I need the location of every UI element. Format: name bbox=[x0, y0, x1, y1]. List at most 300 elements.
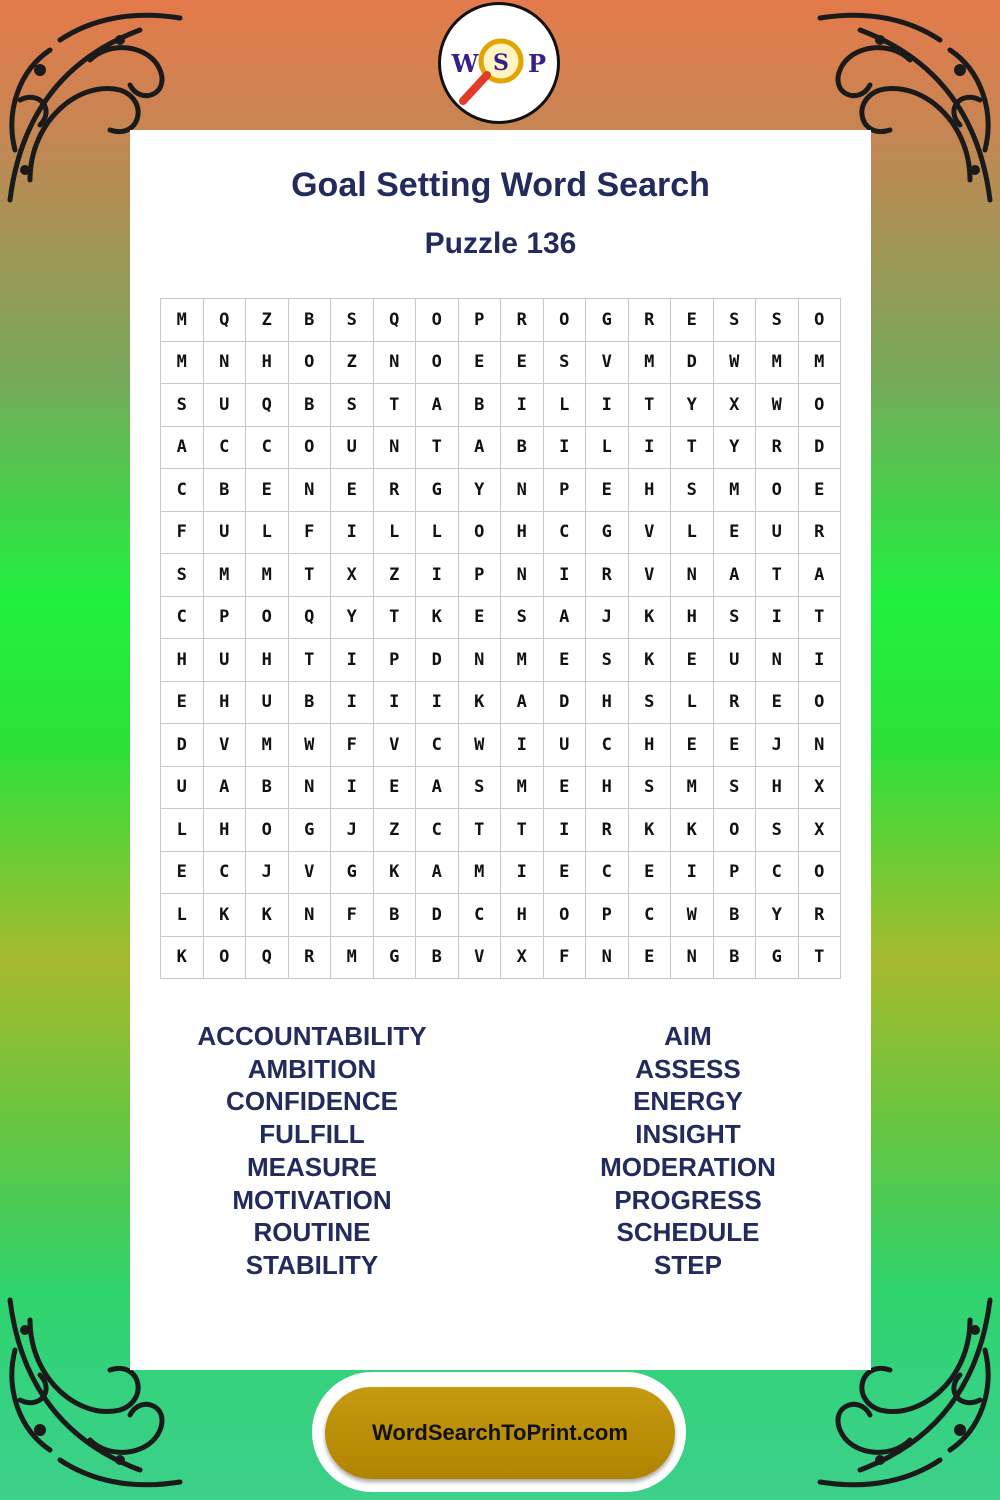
grid-cell[interactable]: R bbox=[628, 299, 671, 342]
grid-cell[interactable]: Y bbox=[756, 894, 799, 937]
grid-cell[interactable]: S bbox=[586, 639, 629, 682]
grid-cell[interactable]: X bbox=[331, 554, 374, 597]
grid-cell[interactable]: T bbox=[458, 809, 501, 852]
grid-cell[interactable]: E bbox=[458, 596, 501, 639]
word-list-item: SCHEDULE bbox=[616, 1217, 760, 1248]
grid-cell[interactable]: W bbox=[288, 724, 331, 767]
grid-cell[interactable]: V bbox=[288, 851, 331, 894]
grid-cell[interactable]: L bbox=[671, 511, 714, 554]
grid-cell[interactable]: C bbox=[246, 426, 289, 469]
grid-cell[interactable]: S bbox=[161, 384, 204, 427]
grid-cell[interactable]: X bbox=[501, 936, 544, 979]
grid-cell[interactable]: T bbox=[288, 639, 331, 682]
word-list-item: MEASURE bbox=[246, 1151, 377, 1182]
grid-row bbox=[161, 299, 841, 342]
grid-cell[interactable]: P bbox=[586, 894, 629, 937]
grid-cell[interactable]: I bbox=[501, 851, 544, 894]
grid-cell[interactable]: N bbox=[288, 469, 331, 512]
grid-cell[interactable]: A bbox=[501, 681, 544, 724]
grid-cell[interactable]: S bbox=[543, 341, 586, 384]
word-search-grid bbox=[160, 298, 841, 979]
grid-cell[interactable]: K bbox=[628, 596, 671, 639]
grid-cell[interactable]: N bbox=[203, 341, 246, 384]
grid-cell[interactable]: C bbox=[586, 724, 629, 767]
grid-cell[interactable]: E bbox=[501, 341, 544, 384]
grid-cell[interactable]: E bbox=[671, 724, 714, 767]
grid-cell[interactable]: P bbox=[713, 851, 756, 894]
grid-cell[interactable]: I bbox=[416, 681, 459, 724]
grid-cell[interactable]: H bbox=[586, 681, 629, 724]
grid-cell[interactable]: M bbox=[713, 469, 756, 512]
grid-cell[interactable]: E bbox=[161, 851, 204, 894]
grid-cell[interactable]: S bbox=[756, 299, 799, 342]
grid-cell[interactable]: Y bbox=[331, 596, 374, 639]
grid-cell[interactable]: U bbox=[756, 511, 799, 554]
grid-cell[interactable]: K bbox=[671, 809, 714, 852]
grid-cell[interactable]: R bbox=[373, 469, 416, 512]
grid-cell[interactable]: L bbox=[373, 511, 416, 554]
grid-cell[interactable]: H bbox=[246, 639, 289, 682]
grid-cell[interactable]: U bbox=[161, 766, 204, 809]
grid-cell[interactable]: C bbox=[628, 894, 671, 937]
grid-cell[interactable]: G bbox=[331, 851, 374, 894]
grid-cell[interactable]: M bbox=[246, 554, 289, 597]
grid-cell[interactable]: H bbox=[501, 511, 544, 554]
grid-cell[interactable]: E bbox=[671, 299, 714, 342]
grid-cell[interactable]: R bbox=[586, 554, 629, 597]
grid-cell[interactable]: M bbox=[501, 766, 544, 809]
grid-cell[interactable]: P bbox=[203, 596, 246, 639]
grid-cell[interactable]: K bbox=[203, 894, 246, 937]
grid-cell[interactable]: L bbox=[543, 384, 586, 427]
grid-cell[interactable]: D bbox=[416, 639, 459, 682]
grid-cell[interactable]: N bbox=[756, 639, 799, 682]
grid-cell[interactable]: N bbox=[373, 341, 416, 384]
grid-cell[interactable]: U bbox=[203, 384, 246, 427]
grid-cell[interactable]: L bbox=[586, 426, 629, 469]
puzzle-card bbox=[130, 130, 871, 1370]
grid-cell[interactable]: M bbox=[331, 936, 374, 979]
grid-cell[interactable]: X bbox=[798, 809, 841, 852]
grid-cell[interactable]: O bbox=[246, 809, 289, 852]
grid-cell[interactable]: C bbox=[416, 724, 459, 767]
grid-cell[interactable]: I bbox=[501, 724, 544, 767]
grid-cell[interactable]: L bbox=[161, 894, 204, 937]
word-list-item: PROGRESS bbox=[614, 1184, 762, 1215]
grid-cell[interactable]: K bbox=[373, 851, 416, 894]
grid-cell[interactable]: G bbox=[416, 469, 459, 512]
grid-cell[interactable]: T bbox=[798, 596, 841, 639]
grid-cell[interactable]: A bbox=[416, 851, 459, 894]
grid-cell[interactable]: K bbox=[628, 809, 671, 852]
grid-cell[interactable]: R bbox=[756, 426, 799, 469]
grid-cell[interactable]: H bbox=[203, 681, 246, 724]
grid-cell[interactable]: R bbox=[501, 299, 544, 342]
grid-cell[interactable]: T bbox=[756, 554, 799, 597]
grid-cell[interactable]: Y bbox=[713, 426, 756, 469]
grid-cell[interactable]: Q bbox=[246, 936, 289, 979]
grid-cell[interactable]: K bbox=[458, 681, 501, 724]
grid-cell[interactable]: N bbox=[501, 469, 544, 512]
grid-row bbox=[161, 724, 841, 767]
grid-cell[interactable]: M bbox=[458, 851, 501, 894]
grid-cell[interactable]: B bbox=[203, 469, 246, 512]
word-list-item: ACCOUNTABILITY bbox=[197, 1021, 427, 1051]
grid-cell[interactable]: V bbox=[628, 511, 671, 554]
grid-cell[interactable]: C bbox=[161, 596, 204, 639]
word-list-item: MODERATION bbox=[600, 1151, 776, 1182]
puzzle-number: Puzzle 136 bbox=[424, 227, 577, 260]
grid-cell[interactable]: W bbox=[756, 384, 799, 427]
grid-cell[interactable]: J bbox=[756, 724, 799, 767]
grid-cell[interactable]: T bbox=[288, 554, 331, 597]
grid-cell[interactable]: O bbox=[288, 426, 331, 469]
grid-cell[interactable]: S bbox=[628, 766, 671, 809]
grid-cell[interactable]: U bbox=[246, 681, 289, 724]
grid-cell[interactable]: N bbox=[288, 894, 331, 937]
grid-cell[interactable]: O bbox=[756, 469, 799, 512]
grid-cell[interactable]: S bbox=[756, 809, 799, 852]
grid-cell[interactable]: M bbox=[161, 341, 204, 384]
grid-row bbox=[161, 554, 841, 597]
grid-cell[interactable]: V bbox=[458, 936, 501, 979]
grid-cell[interactable]: F bbox=[543, 936, 586, 979]
grid-cell[interactable]: G bbox=[586, 511, 629, 554]
grid-row bbox=[161, 766, 841, 809]
grid-cell[interactable]: H bbox=[671, 596, 714, 639]
grid-cell[interactable]: P bbox=[458, 554, 501, 597]
grid-cell[interactable]: V bbox=[586, 341, 629, 384]
word-list-item: ASSESS bbox=[635, 1053, 741, 1084]
grid-cell[interactable]: D bbox=[671, 341, 714, 384]
grid-cell[interactable]: C bbox=[586, 851, 629, 894]
grid-cell[interactable]: E bbox=[628, 851, 671, 894]
grid-cell[interactable]: H bbox=[161, 639, 204, 682]
grid-cell[interactable]: E bbox=[331, 469, 374, 512]
grid-cell[interactable]: P bbox=[458, 299, 501, 342]
word-list-item: CONFIDENCE bbox=[226, 1086, 398, 1117]
grid-cell[interactable]: G bbox=[756, 936, 799, 979]
grid-cell[interactable]: N bbox=[586, 936, 629, 979]
grid-cell[interactable]: O bbox=[798, 384, 841, 427]
grid-cell[interactable]: N bbox=[501, 554, 544, 597]
word-list-item: MOTIVATION bbox=[232, 1184, 392, 1215]
grid-cell[interactable]: I bbox=[331, 639, 374, 682]
grid-cell[interactable]: I bbox=[798, 639, 841, 682]
grid-cell[interactable]: F bbox=[161, 511, 204, 554]
grid-cell[interactable]: T bbox=[416, 426, 459, 469]
grid-cell[interactable]: I bbox=[628, 426, 671, 469]
grid-cell[interactable]: J bbox=[246, 851, 289, 894]
grid-cell[interactable]: R bbox=[288, 936, 331, 979]
grid-cell[interactable]: T bbox=[373, 596, 416, 639]
grid-cell[interactable]: M bbox=[246, 724, 289, 767]
grid-cell[interactable]: N bbox=[458, 639, 501, 682]
grid-cell[interactable]: E bbox=[543, 766, 586, 809]
magnifier-handle-icon bbox=[463, 75, 487, 101]
grid-row bbox=[161, 894, 841, 937]
grid-cell[interactable]: G bbox=[373, 936, 416, 979]
logo-letter-w: W bbox=[451, 49, 479, 78]
grid-cell[interactable]: M bbox=[628, 341, 671, 384]
grid-cell[interactable]: E bbox=[543, 639, 586, 682]
grid-cell[interactable]: P bbox=[543, 469, 586, 512]
grid-cell[interactable]: I bbox=[543, 554, 586, 597]
grid-cell[interactable]: D bbox=[416, 894, 459, 937]
grid-cell[interactable]: D bbox=[798, 426, 841, 469]
grid-cell[interactable]: E bbox=[543, 851, 586, 894]
word-list-right bbox=[538, 1020, 838, 1282]
grid-cell[interactable]: J bbox=[331, 809, 374, 852]
grid-cell[interactable]: A bbox=[161, 426, 204, 469]
grid-cell[interactable]: O bbox=[416, 299, 459, 342]
grid-cell[interactable]: W bbox=[713, 341, 756, 384]
grid-cell[interactable]: E bbox=[713, 724, 756, 767]
grid-cell[interactable]: C bbox=[756, 851, 799, 894]
grid-row bbox=[161, 384, 841, 427]
grid-cell[interactable]: B bbox=[713, 894, 756, 937]
grid-cell[interactable]: Q bbox=[203, 299, 246, 342]
grid-cell[interactable]: O bbox=[798, 851, 841, 894]
grid-cell[interactable]: O bbox=[543, 894, 586, 937]
grid-cell[interactable]: S bbox=[713, 299, 756, 342]
grid-cell[interactable]: B bbox=[713, 936, 756, 979]
grid-cell[interactable]: A bbox=[458, 426, 501, 469]
grid-cell[interactable]: L bbox=[671, 681, 714, 724]
grid-cell[interactable]: L bbox=[246, 511, 289, 554]
grid-cell[interactable]: I bbox=[586, 384, 629, 427]
word-list-item: AMBITION bbox=[247, 1053, 377, 1084]
grid-cell[interactable]: M bbox=[756, 341, 799, 384]
grid-cell[interactable]: I bbox=[331, 511, 374, 554]
grid-cell[interactable]: O bbox=[246, 596, 289, 639]
grid-cell[interactable]: N bbox=[671, 554, 714, 597]
grid-cell[interactable]: N bbox=[798, 724, 841, 767]
grid-cell[interactable]: B bbox=[246, 766, 289, 809]
grid-cell[interactable]: B bbox=[288, 299, 331, 342]
grid-row bbox=[161, 936, 841, 979]
wsp-logo[interactable] bbox=[438, 2, 560, 124]
grid-cell[interactable]: M bbox=[671, 766, 714, 809]
grid-cell[interactable]: F bbox=[331, 724, 374, 767]
grid-cell[interactable]: O bbox=[713, 809, 756, 852]
grid-cell[interactable]: N bbox=[288, 766, 331, 809]
grid-cell[interactable]: K bbox=[161, 936, 204, 979]
grid-cell[interactable]: H bbox=[246, 341, 289, 384]
grid-cell[interactable]: O bbox=[288, 341, 331, 384]
grid-cell[interactable]: C bbox=[203, 851, 246, 894]
grid-cell[interactable]: S bbox=[331, 384, 374, 427]
grid-cell[interactable]: I bbox=[671, 851, 714, 894]
grid-cell[interactable]: Z bbox=[373, 554, 416, 597]
grid-cell[interactable]: E bbox=[798, 469, 841, 512]
grid-cell[interactable]: I bbox=[543, 809, 586, 852]
grid-row bbox=[161, 511, 841, 554]
grid-cell[interactable]: A bbox=[543, 596, 586, 639]
grid-cell[interactable]: M bbox=[161, 299, 204, 342]
grid-row bbox=[161, 341, 841, 384]
grid-cell[interactable]: V bbox=[203, 724, 246, 767]
grid-cell[interactable]: A bbox=[416, 384, 459, 427]
word-list-item: ROUTINE bbox=[253, 1217, 371, 1248]
website-link-button[interactable]: WordSearchToPrint.com bbox=[325, 1387, 675, 1479]
grid-cell[interactable]: G bbox=[288, 809, 331, 852]
grid-cell[interactable]: U bbox=[331, 426, 374, 469]
grid-cell[interactable]: S bbox=[713, 766, 756, 809]
grid-cell[interactable]: B bbox=[416, 936, 459, 979]
grid-cell[interactable]: B bbox=[501, 426, 544, 469]
grid-cell[interactable]: Z bbox=[373, 809, 416, 852]
grid-cell[interactable]: L bbox=[416, 511, 459, 554]
grid-cell[interactable]: K bbox=[628, 639, 671, 682]
grid-cell[interactable]: T bbox=[501, 809, 544, 852]
grid-cell[interactable]: N bbox=[671, 936, 714, 979]
grid-cell[interactable]: T bbox=[671, 426, 714, 469]
grid-cell[interactable]: B bbox=[458, 384, 501, 427]
logo-letter-p: P bbox=[527, 49, 547, 78]
grid-cell[interactable]: U bbox=[203, 511, 246, 554]
grid-cell[interactable]: I bbox=[756, 596, 799, 639]
grid-cell[interactable]: R bbox=[713, 681, 756, 724]
grid-row bbox=[161, 596, 841, 639]
grid-cell[interactable]: C bbox=[416, 809, 459, 852]
grid-cell[interactable]: R bbox=[586, 809, 629, 852]
grid-row bbox=[161, 469, 841, 512]
grid-cell[interactable]: E bbox=[458, 341, 501, 384]
grid-cell[interactable]: T bbox=[628, 384, 671, 427]
grid-cell[interactable]: U bbox=[543, 724, 586, 767]
word-list-item: ENERGY bbox=[633, 1086, 743, 1117]
grid-cell[interactable]: L bbox=[161, 809, 204, 852]
grid-cell[interactable]: Q bbox=[373, 299, 416, 342]
grid-cell[interactable]: S bbox=[628, 681, 671, 724]
grid-cell[interactable]: R bbox=[798, 511, 841, 554]
grid-cell[interactable]: V bbox=[373, 724, 416, 767]
grid-cell[interactable]: I bbox=[543, 426, 586, 469]
grid-cell[interactable]: K bbox=[246, 894, 289, 937]
grid-row bbox=[161, 809, 841, 852]
grid-cell[interactable]: C bbox=[203, 426, 246, 469]
grid-cell[interactable]: V bbox=[628, 554, 671, 597]
grid-cell[interactable]: M bbox=[203, 554, 246, 597]
grid-cell[interactable]: W bbox=[671, 894, 714, 937]
grid-cell[interactable]: H bbox=[628, 469, 671, 512]
grid-cell[interactable]: E bbox=[628, 936, 671, 979]
grid-cell[interactable]: H bbox=[586, 766, 629, 809]
word-list-item: AIM bbox=[664, 1021, 712, 1051]
grid-cell[interactable]: X bbox=[798, 766, 841, 809]
page-title: Goal Setting Word Search bbox=[291, 166, 710, 204]
grid-cell[interactable]: C bbox=[161, 469, 204, 512]
word-list-item: INSIGHT bbox=[635, 1119, 741, 1150]
grid-cell[interactable]: Y bbox=[458, 469, 501, 512]
grid-cell[interactable]: H bbox=[203, 809, 246, 852]
grid-cell[interactable]: Z bbox=[331, 341, 374, 384]
grid-cell[interactable]: T bbox=[373, 384, 416, 427]
grid-cell[interactable]: E bbox=[161, 681, 204, 724]
grid-cell[interactable]: O bbox=[543, 299, 586, 342]
grid-cell[interactable]: O bbox=[458, 511, 501, 554]
grid-cell[interactable]: U bbox=[713, 639, 756, 682]
grid-cell[interactable]: E bbox=[713, 511, 756, 554]
grid-cell[interactable]: I bbox=[373, 681, 416, 724]
grid-cell[interactable]: I bbox=[331, 681, 374, 724]
grid-cell[interactable]: B bbox=[288, 384, 331, 427]
grid-cell[interactable]: S bbox=[161, 554, 204, 597]
grid-cell[interactable]: J bbox=[586, 596, 629, 639]
grid-cell[interactable]: O bbox=[798, 681, 841, 724]
grid-cell[interactable]: M bbox=[501, 639, 544, 682]
grid-cell[interactable]: P bbox=[373, 639, 416, 682]
grid-cell[interactable]: Y bbox=[671, 384, 714, 427]
grid-cell[interactable]: W bbox=[458, 724, 501, 767]
grid-cell[interactable]: I bbox=[416, 554, 459, 597]
grid-row bbox=[161, 639, 841, 682]
grid-cell[interactable]: T bbox=[798, 936, 841, 979]
grid-cell[interactable]: S bbox=[458, 766, 501, 809]
grid-cell[interactable]: O bbox=[416, 341, 459, 384]
grid-cell[interactable]: Q bbox=[288, 596, 331, 639]
grid-cell[interactable]: E bbox=[671, 639, 714, 682]
grid-cell[interactable]: U bbox=[203, 639, 246, 682]
grid-cell[interactable]: D bbox=[543, 681, 586, 724]
grid-cell[interactable]: Z bbox=[246, 299, 289, 342]
grid-cell[interactable]: E bbox=[586, 469, 629, 512]
grid-cell[interactable]: S bbox=[331, 299, 374, 342]
grid-cell[interactable]: F bbox=[331, 894, 374, 937]
grid-row bbox=[161, 851, 841, 894]
word-list-item: STABILITY bbox=[245, 1249, 379, 1280]
grid-cell[interactable]: C bbox=[458, 894, 501, 937]
grid-cell[interactable]: K bbox=[416, 596, 459, 639]
grid-cell[interactable]: S bbox=[501, 596, 544, 639]
grid-cell[interactable]: B bbox=[288, 681, 331, 724]
grid-cell[interactable]: B bbox=[373, 894, 416, 937]
grid-cell[interactable]: G bbox=[586, 299, 629, 342]
grid-cell[interactable]: A bbox=[416, 766, 459, 809]
word-list-left bbox=[162, 1020, 462, 1282]
word-list-item: STEP bbox=[654, 1249, 722, 1280]
word-list-item: FULFILL bbox=[259, 1119, 365, 1150]
grid-cell[interactable]: S bbox=[713, 596, 756, 639]
logo-letter-s: S bbox=[493, 50, 509, 76]
grid-cell[interactable]: X bbox=[713, 384, 756, 427]
grid-cell[interactable]: S bbox=[671, 469, 714, 512]
grid-cell[interactable]: F bbox=[288, 511, 331, 554]
grid-row bbox=[161, 426, 841, 469]
grid-cell[interactable]: I bbox=[501, 384, 544, 427]
grid-cell[interactable]: I bbox=[331, 766, 374, 809]
grid-cell[interactable]: H bbox=[628, 724, 671, 767]
grid-cell[interactable]: A bbox=[798, 554, 841, 597]
grid-cell[interactable]: M bbox=[798, 341, 841, 384]
grid-cell[interactable]: E bbox=[756, 681, 799, 724]
grid-cell[interactable]: E bbox=[373, 766, 416, 809]
grid-cell[interactable]: D bbox=[161, 724, 204, 767]
grid-cell[interactable]: H bbox=[756, 766, 799, 809]
grid-cell[interactable]: N bbox=[373, 426, 416, 469]
grid-cell[interactable]: E bbox=[246, 469, 289, 512]
grid-cell[interactable]: C bbox=[543, 511, 586, 554]
grid-cell[interactable]: Q bbox=[246, 384, 289, 427]
grid-cell[interactable]: O bbox=[203, 936, 246, 979]
grid-cell[interactable]: A bbox=[203, 766, 246, 809]
grid-cell[interactable]: A bbox=[713, 554, 756, 597]
grid-row bbox=[161, 681, 841, 724]
grid-cell[interactable]: R bbox=[798, 894, 841, 937]
grid-cell[interactable]: O bbox=[798, 299, 841, 342]
grid-cell[interactable]: H bbox=[501, 894, 544, 937]
